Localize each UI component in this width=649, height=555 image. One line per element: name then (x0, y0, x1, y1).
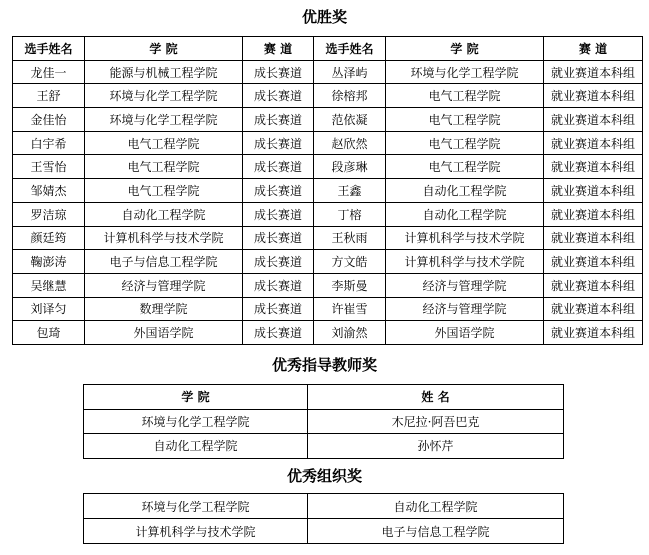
table-row (13, 84, 643, 108)
college-cell: 经济与管理学院 (85, 273, 243, 297)
track-cell: 成长赛道 (243, 321, 314, 345)
college-cell: 电气工程学院 (386, 84, 544, 108)
name-cell: 白宇希 (13, 131, 85, 155)
name-cell: 王鑫 (314, 179, 386, 203)
track-cell: 就业赛道本科组 (544, 250, 643, 274)
college-cell: 电子与信息工程学院 (85, 250, 243, 274)
name-cell: 赵欣然 (314, 131, 386, 155)
track-cell: 成长赛道 (243, 226, 314, 250)
table-row (13, 273, 643, 297)
table-row (13, 108, 643, 132)
name-cell: 丛泽屿 (314, 60, 386, 84)
college-cell: 外国语学院 (386, 321, 544, 345)
name-cell: 王舒 (13, 84, 85, 108)
header-college: 学 院 (84, 385, 308, 410)
name-cell: 方文皓 (314, 250, 386, 274)
track-cell: 成长赛道 (243, 108, 314, 132)
table-row (84, 409, 564, 434)
organization-title: 优秀组织奖 (286, 467, 362, 485)
table-row (13, 297, 643, 321)
name-cell: 包琦 (13, 321, 85, 345)
name-cell: 木尼拉·阿吾巴克 (308, 409, 564, 434)
track-cell: 就业赛道本科组 (544, 226, 643, 250)
college-cell: 电气工程学院 (386, 155, 544, 179)
college-cell: 自动化工程学院 (85, 202, 243, 226)
track-cell: 就业赛道本科组 (544, 202, 643, 226)
header-track: 赛 道 (243, 37, 314, 61)
track-cell: 就业赛道本科组 (544, 321, 643, 345)
header-college: 学 院 (386, 37, 544, 61)
name-cell: 罗洁琼 (13, 202, 85, 226)
name-cell: 龙佳一 (13, 60, 85, 84)
winners-table (12, 36, 643, 345)
name-cell: 刘渝然 (314, 321, 386, 345)
header-college: 学 院 (85, 37, 243, 61)
table-row (13, 321, 643, 345)
college-cell: 计算机科学与技术学院 (386, 226, 544, 250)
track-cell: 就业赛道本科组 (544, 273, 643, 297)
table-row (13, 179, 643, 203)
college-cell: 环境与化学工程学院 (84, 494, 308, 519)
track-cell: 就业赛道本科组 (544, 155, 643, 179)
college-cell: 经济与管理学院 (386, 297, 544, 321)
college-cell: 自动化工程学院 (386, 202, 544, 226)
track-cell: 成长赛道 (243, 131, 314, 155)
table-row (84, 434, 564, 459)
table-row (13, 131, 643, 155)
college-cell: 电子与信息工程学院 (308, 519, 564, 544)
table-header-row (84, 385, 564, 410)
college-cell: 电气工程学院 (85, 179, 243, 203)
track-cell: 成长赛道 (243, 179, 314, 203)
name-cell: 丁榕 (314, 202, 386, 226)
name-cell: 王秋雨 (314, 226, 386, 250)
header-name: 姓 名 (308, 385, 564, 410)
advisors-table (83, 384, 564, 459)
name-cell: 刘译匀 (13, 297, 85, 321)
name-cell: 范依凝 (314, 108, 386, 132)
track-cell: 就业赛道本科组 (544, 60, 643, 84)
track-cell: 就业赛道本科组 (544, 179, 643, 203)
college-cell: 环境与化学工程学院 (85, 108, 243, 132)
college-cell: 经济与管理学院 (386, 273, 544, 297)
name-cell: 孙怀芹 (308, 434, 564, 459)
college-cell: 环境与化学工程学院 (85, 84, 243, 108)
college-cell: 电气工程学院 (85, 155, 243, 179)
name-cell: 许崔雪 (314, 297, 386, 321)
track-cell: 成长赛道 (243, 60, 314, 84)
track-cell: 就业赛道本科组 (544, 297, 643, 321)
name-cell: 金佳怡 (13, 108, 85, 132)
header-track: 赛 道 (544, 37, 643, 61)
college-cell: 计算机科学与技术学院 (84, 519, 308, 544)
winners-title: 优胜奖 (301, 8, 347, 26)
track-cell: 成长赛道 (243, 155, 314, 179)
track-cell: 就业赛道本科组 (544, 131, 643, 155)
track-cell: 成长赛道 (243, 202, 314, 226)
name-cell: 吴继慧 (13, 273, 85, 297)
track-cell: 就业赛道本科组 (544, 108, 643, 132)
header-name: 选手姓名 (314, 37, 386, 61)
name-cell: 邹婧杰 (13, 179, 85, 203)
college-cell: 环境与化学工程学院 (386, 60, 544, 84)
organization-table (83, 493, 564, 544)
header-name: 选手姓名 (13, 37, 85, 61)
college-cell: 计算机科学与技术学院 (85, 226, 243, 250)
college-cell: 数理学院 (85, 297, 243, 321)
table-row (84, 519, 564, 544)
college-cell: 自动化工程学院 (308, 494, 564, 519)
college-cell: 电气工程学院 (386, 131, 544, 155)
college-cell: 自动化工程学院 (386, 179, 544, 203)
table-row (13, 60, 643, 84)
table-row (13, 155, 643, 179)
table-row (84, 494, 564, 519)
college-cell: 环境与化学工程学院 (84, 409, 308, 434)
table-row (13, 250, 643, 274)
track-cell: 就业赛道本科组 (544, 84, 643, 108)
name-cell: 徐榕邦 (314, 84, 386, 108)
track-cell: 成长赛道 (243, 84, 314, 108)
track-cell: 成长赛道 (243, 250, 314, 274)
college-cell: 电气工程学院 (85, 131, 243, 155)
track-cell: 成长赛道 (243, 297, 314, 321)
table-header-row (13, 37, 643, 61)
name-cell: 李斯曼 (314, 273, 386, 297)
college-cell: 自动化工程学院 (84, 434, 308, 459)
name-cell: 鞠澎涛 (13, 250, 85, 274)
name-cell: 王雪怡 (13, 155, 85, 179)
advisors-title: 优秀指导教师奖 (271, 356, 377, 374)
college-cell: 计算机科学与技术学院 (386, 250, 544, 274)
name-cell: 段彦琳 (314, 155, 386, 179)
table-row (13, 226, 643, 250)
name-cell: 颜廷筠 (13, 226, 85, 250)
college-cell: 电气工程学院 (386, 108, 544, 132)
table-row (13, 202, 643, 226)
college-cell: 能源与机械工程学院 (85, 60, 243, 84)
college-cell: 外国语学院 (85, 321, 243, 345)
track-cell: 成长赛道 (243, 273, 314, 297)
